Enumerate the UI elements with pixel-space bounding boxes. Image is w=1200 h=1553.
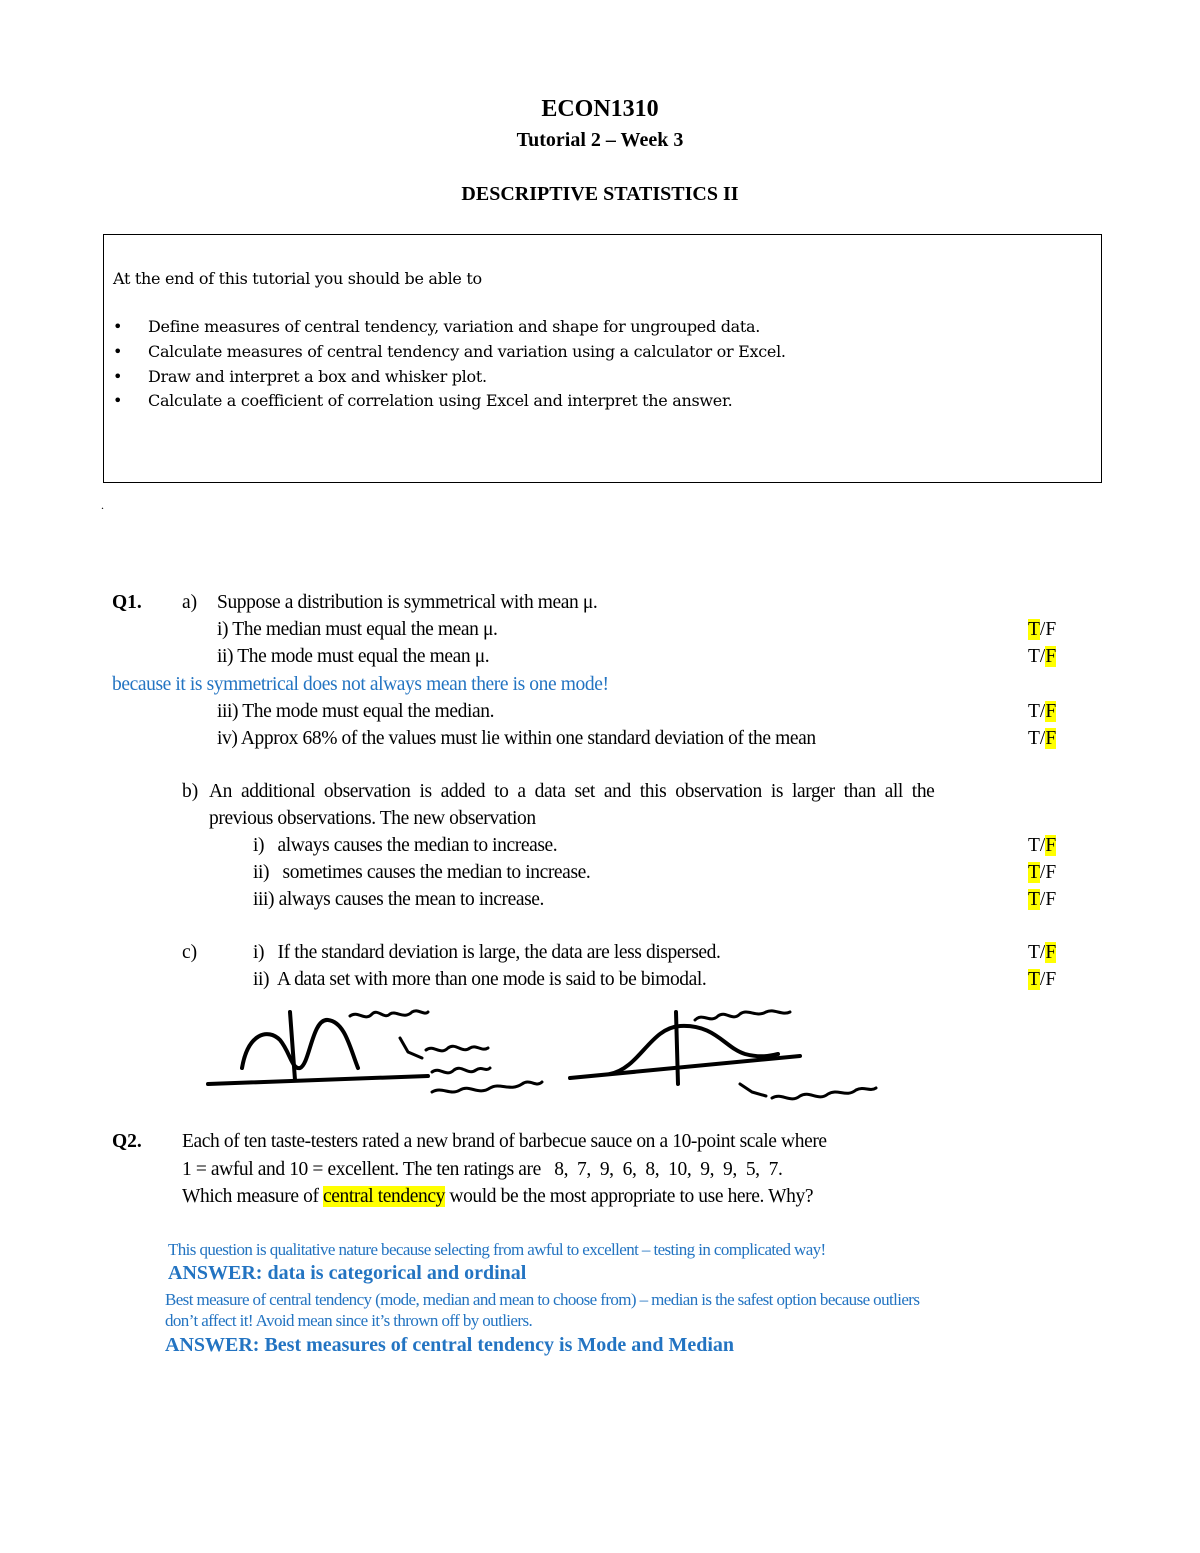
bullet-icon: • [113, 367, 123, 386]
bullet-icon: • [113, 391, 123, 410]
q1c-item: i) If the standard deviation is large, the data are less dispersed. [253, 942, 721, 963]
objectives-intro: At the end of this tutorial you should be able to [113, 269, 482, 288]
q1a-item: iv) Approx 68% of the values must lie within one standard deviation of the mean [217, 728, 816, 749]
left-vertical [290, 1012, 295, 1080]
objective-item [113, 342, 786, 361]
objective-text: Draw and interpret a box and whisker plot. [148, 367, 487, 386]
q1-label: Q1. [112, 592, 142, 613]
course-code: ECON1310 [541, 96, 659, 122]
tf-answer: T/F [1028, 835, 1057, 856]
q1b-stem-continued: previous observations. The new observation [209, 808, 536, 829]
q2-line2: 1 = awful and 10 = excellent. The ten ratings are 8, 7, 9, 6, 8, 10, 9, 9, 5, 7. [182, 1159, 783, 1180]
q1c-item: ii) A data set with more than one mode is said to be bimodal. [253, 969, 707, 990]
q1a-prefix: a) [182, 592, 198, 613]
tf-answer: T/F [1028, 701, 1057, 722]
objectives-box [103, 234, 1102, 483]
q2-note: Best measure of central tendency (mode, median and mean to choose from) – median is the safest option because outliers [165, 1290, 920, 1309]
objective-text: Calculate a coefficient of correlation using Excel and interpret the answer. [148, 391, 733, 410]
handwritten-distribution-sketch [200, 998, 890, 1108]
q2-line3: Which measure of central tendency would be the most appropriate to use here. Why? [182, 1186, 814, 1207]
q1a-item: i) The median must equal the mean μ. [217, 619, 498, 640]
arrow-stroke [740, 1084, 766, 1096]
q1b-stem: An additional observation is added to a data set and this observation is larger than all the [209, 781, 935, 802]
q2-note-continued: don’t affect it! Avoid mean since it’s thrown off by outliers. [165, 1311, 533, 1330]
tf-answer: T/F [1028, 646, 1057, 667]
q1b-item: i) always causes the median to increase. [253, 835, 558, 856]
right-axis [570, 1056, 800, 1078]
q1a-note: because it is symmetrical does not always mean there is one mode! [112, 674, 609, 695]
tf-answer: T/F [1028, 862, 1057, 883]
section-title: DESCRIPTIVE STATISTICS II [461, 183, 739, 205]
q1a-item: iii) The mode must equal the median. [217, 701, 495, 722]
q1b-item: ii) sometimes causes the median to increase. [253, 862, 591, 883]
q2-label: Q2. [112, 1131, 142, 1152]
q2-answer: ANSWER: data is categorical and ordinal [168, 1262, 527, 1284]
q1a-item: ii) The mode must equal the mean μ. [217, 646, 490, 667]
right-vertical [676, 1012, 678, 1084]
separator-dot: . [101, 498, 104, 512]
objective-item [113, 391, 732, 410]
objective-text: Calculate measures of central tendency and variation using a calculator or Excel. [148, 342, 786, 361]
q2-note: This question is qualitative nature because selecting from awful to excellent – testing in complicated way! [168, 1240, 826, 1259]
q1a-stem: Suppose a distribution is symmetrical with mean μ. [217, 592, 598, 613]
tf-answer: T/F [1028, 728, 1057, 749]
q1b-item: iii) always causes the mean to increase. [253, 889, 545, 910]
q2-answer: ANSWER: Best measures of central tendency is Mode and Median [165, 1334, 735, 1356]
objective-text: Define measures of central tendency, variation and shape for ungrouped data. [148, 317, 761, 336]
objective-item [113, 367, 487, 386]
arrow-stroke [400, 1038, 422, 1058]
tf-answer: T/F [1028, 619, 1057, 640]
left-axis [208, 1076, 428, 1084]
tf-answer: T/F [1028, 942, 1057, 963]
tf-answer: T/F [1028, 889, 1057, 910]
q1c-prefix: c) [182, 942, 198, 963]
bullet-icon: • [113, 317, 123, 336]
q2-line1: Each of ten taste-testers rated a new brand of barbecue sauce on a 10-point scale where [182, 1131, 827, 1152]
bimodal-curve [242, 1020, 358, 1068]
tf-answer: T/F [1028, 969, 1057, 990]
tutorial-week: Tutorial 2 – Week 3 [516, 129, 684, 151]
bullet-icon: • [113, 342, 123, 361]
objective-item [113, 317, 760, 336]
highlighted-term: central tendency [323, 1186, 445, 1207]
q1b-prefix: b) [182, 781, 199, 802]
